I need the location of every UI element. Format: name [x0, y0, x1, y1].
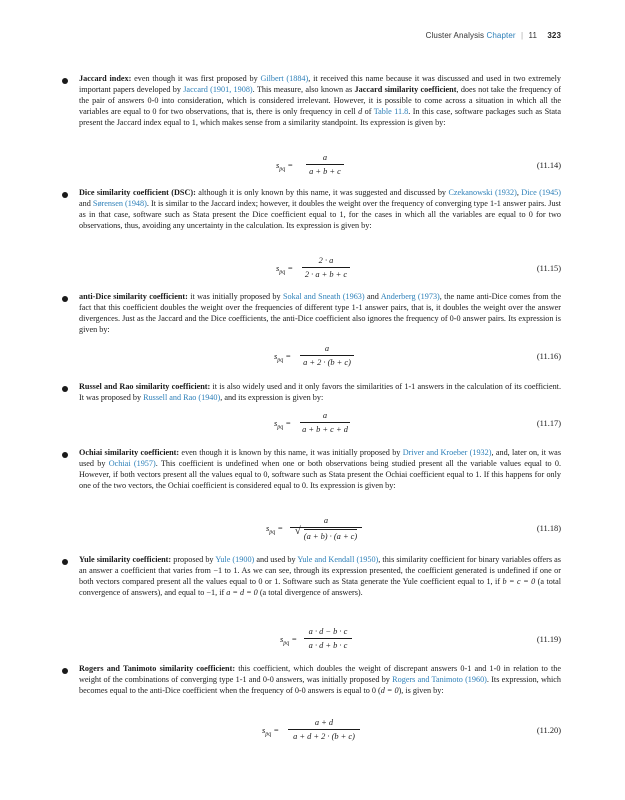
text: , this similarity coefficient for binary variables offers as an answer a coefficient that varies from −1 to 1. As we can see, through its expression presented, the coefficient generated is undefined if one or both vectors compared present all the values equal to 0 or 1. Software such as Stata generate the Yule coefficient equal to 1, if: [79, 555, 561, 587]
equation-lhs: [280, 634, 297, 650]
denominator: a + b + c + d: [302, 425, 348, 434]
list-item-ochiai: [79, 447, 561, 491]
citation-link[interactable]: Yule and Kendall (1950): [297, 555, 379, 564]
denominator: a · d + b · c: [308, 641, 348, 650]
citation-link[interactable]: Gilbert (1884): [260, 74, 309, 83]
bullet-icon: [62, 386, 68, 392]
lhs-subscript: pq: [277, 357, 284, 364]
text: of: [362, 107, 374, 117]
equation-number: (11.14): [536, 161, 561, 170]
lhs-symbol: s: [274, 419, 278, 428]
citation-link[interactable]: Dice (1945): [521, 188, 561, 197]
numerator: 2 · a: [318, 256, 334, 265]
text: it is also widely used and it only favors the similarities of 1-1 answers in the calculation of its coefficient. It was proposed by: [79, 382, 561, 403]
equation-number: (11.17): [536, 419, 561, 428]
list-item-anti-dice: [79, 291, 561, 335]
numerator: a: [322, 153, 328, 162]
list-item-dice: [79, 187, 561, 231]
text: , it received this name because it was discussed and used in two extremely important papers developed by: [79, 74, 562, 95]
equation-lhs: [274, 418, 291, 434]
fraction-bar: [302, 267, 350, 268]
text: and: [79, 199, 93, 209]
lhs-subscript: pq: [279, 166, 286, 173]
text: even though it is known by this name, it was initially proposed by: [179, 448, 403, 457]
citation-link[interactable]: Yule (1900): [215, 555, 255, 564]
bullet-icon: [62, 78, 68, 84]
list-item-jaccard: [79, 73, 561, 128]
term: anti-Dice similarity coefficient:: [79, 292, 188, 301]
text: and: [364, 292, 381, 301]
equation-11-16: [0, 343, 625, 373]
text: even though it was first proposed by: [131, 74, 261, 83]
text: ), is given by:: [398, 686, 444, 696]
text: (a total divergence of answers).: [257, 588, 363, 598]
citation-link[interactable]: Russell and Rao (1940): [143, 393, 221, 403]
condition: b = c = 0: [502, 577, 536, 587]
lhs-subscript: pq: [279, 269, 286, 276]
variable: d: [358, 107, 363, 117]
radicand: (a + b) · (a + c): [304, 529, 357, 542]
denominator: 2 · a + b + c: [304, 270, 348, 279]
equation-11-15: [0, 255, 625, 285]
text: ,: [516, 188, 522, 197]
text: it was initially proposed by: [187, 292, 283, 301]
text: this coefficient, which doubles the weight of discrepant answers 0-1 and 1-0 in relation to the weight of the combinations of converging type 1-1 and 0-0 answers, was initially proposed by: [79, 664, 562, 685]
citation-link[interactable]: Anderberg (1973): [380, 292, 440, 301]
page-number: 323: [547, 31, 561, 40]
lhs-symbol: s: [280, 635, 284, 644]
condition: a = d = 0: [226, 588, 258, 598]
equation-fraction: [300, 410, 350, 435]
equals-sign: =: [287, 264, 294, 273]
equals-sign: =: [273, 726, 280, 735]
lhs-subscript: pq: [283, 640, 290, 647]
equation-lhs: [276, 263, 293, 279]
citation-link[interactable]: Jaccard (1901, 1908): [183, 85, 253, 95]
lhs-symbol: s: [276, 264, 280, 273]
numerator: a: [324, 344, 330, 353]
equation-11-20: [0, 717, 625, 747]
fraction-bar: [306, 164, 344, 165]
fraction-bar: [288, 729, 360, 730]
equation-11-17: [0, 410, 625, 440]
equals-sign: =: [287, 161, 294, 170]
equation-fraction: [306, 152, 344, 177]
denominator: a + 2 · (b + c): [303, 358, 351, 367]
equation-fraction: [288, 717, 360, 742]
equation-number: (11.18): [536, 524, 561, 533]
equation-fraction: [290, 515, 362, 542]
header-separator: |: [520, 31, 524, 40]
text: , the name anti-Dice comes from the fact that this coefficient doubles the weight over the frequencies of different type 1-1 answer pairs, that is, it doubles the weight over the answer divergences. Just as the Jaccard and the Dice coefficients, the anti-Dice coefficient also ignores the frequency of 0-0 answer pairs. Its expression is given by:: [79, 292, 561, 335]
denominator: [290, 525, 362, 542]
term: Dice similarity coefficient (DSC):: [79, 188, 196, 197]
lhs-symbol: s: [276, 161, 280, 170]
equation-number: (11.15): [536, 264, 561, 273]
lhs-subscript: pq: [265, 731, 272, 738]
text: , and its expression is given by:: [220, 393, 324, 403]
list-item-yule: [79, 554, 561, 598]
radical-sign: √: [294, 525, 301, 537]
equation-lhs: [274, 351, 291, 367]
equation-number: (11.16): [536, 352, 561, 361]
list-item-rogers-tanimoto: [79, 663, 561, 696]
text: . This coefficient is undefined when one or both observations being studied present all the variable values equal to 0. However, if both vectors present all the values equal to 0, software such as Stata present the Ochiai coefficient equal to 1. If this happens for only one of the two vectors, the Ochiai coefficient is considered equal to 0. Its expression is given by:: [79, 459, 562, 491]
text: , and, later on, it was used by: [79, 448, 562, 469]
text: (a total convergence of answers), and equal to −1, if: [79, 577, 562, 598]
numerator: a + d: [314, 718, 334, 727]
denominator: a + b + c: [309, 167, 341, 176]
lhs-subscript: pq: [277, 424, 284, 431]
text: . This measure, also known as: [252, 85, 355, 95]
lhs-symbol: s: [262, 726, 266, 735]
numerator: a: [322, 411, 328, 420]
term: Yule similarity coefficient:: [79, 555, 172, 564]
running-header: [426, 30, 561, 41]
text: . In this case, software packages such as Stata present the Jaccard index equal to 1, which makes sense from a similarity standpoint. Its expression is given by:: [79, 107, 561, 128]
term: Ochiai similarity coefficient:: [79, 448, 180, 457]
section-title: Cluster Analysis: [425, 31, 485, 40]
lhs-symbol: s: [266, 524, 270, 533]
equation-fraction: [304, 626, 352, 651]
square-root: [294, 525, 358, 542]
condition: d = 0: [380, 686, 399, 696]
term: Russel and Rao similarity coefficient:: [79, 382, 211, 391]
citation-link[interactable]: Rogers and Tanimoto (1960): [392, 675, 487, 685]
citation-link[interactable]: Ochiai (1957): [108, 459, 156, 469]
text: although it is only known by this name, it was suggested and discussed by: [195, 188, 449, 197]
citation-link[interactable]: Czekanowski (1932): [448, 188, 517, 197]
equals-sign: =: [285, 352, 292, 361]
chapter-number: 11: [528, 31, 538, 40]
equals-sign: =: [277, 524, 284, 533]
equation-11-14: [0, 152, 625, 182]
lhs-symbol: s: [274, 352, 278, 361]
fraction-bar: [300, 355, 354, 356]
denominator: a + d + 2 · (b + c): [293, 732, 355, 741]
text: and used by: [254, 555, 298, 564]
equation-lhs: [266, 523, 283, 539]
equation-11-19: [0, 626, 625, 656]
equation-lhs: [276, 160, 293, 176]
numerator: a · d − b · c: [308, 627, 348, 636]
term: Jaccard similarity coefficient: [354, 85, 457, 95]
lhs-subscript: pq: [269, 529, 276, 536]
equation-lhs: [262, 725, 279, 741]
citation-link[interactable]: Driver and Kroeber (1932): [402, 448, 492, 457]
bullet-icon: [62, 668, 68, 674]
citation-link[interactable]: Sokal and Sneath (1963): [282, 292, 365, 301]
term: Rogers and Tanimoto similarity coefficient:: [79, 664, 236, 673]
bullet-icon: [62, 296, 68, 302]
list-item-russel-rao: [79, 381, 561, 403]
citation-link[interactable]: Sørensen (1948): [92, 199, 147, 209]
text: , does not take the frequency of the pair of answers 0-0 into consideration, which is considered irrelevant. However, it is possible to come across a situation in which all the variables are equal to 0 for two observations, that is, there is only frequency in cell: [79, 85, 561, 117]
fraction-bar: [300, 422, 350, 423]
text: . Its expression, which becomes equal to the anti-Dice coefficient when the frequency of 0-0 answers is equal to 0 (: [79, 675, 561, 696]
table-link[interactable]: Table 11.8: [373, 107, 409, 117]
equation-number: (11.19): [536, 635, 561, 644]
numerator: a: [323, 516, 329, 525]
text: . It is similar to the Jaccard index; however, it doubles the weight over the frequency of converging type 1-1 answer pairs. Just as in that case, software such as Stata present the Dice coefficient equal to 1, for the cases in which all the variables are equal to 0 for two observations, thus, avoiding any uncertainty in the calculation. Its expression is given by:: [79, 199, 561, 231]
bullet-icon: [62, 559, 68, 565]
equals-sign: =: [285, 419, 292, 428]
chapter-label: Chapter: [486, 31, 516, 40]
equals-sign: =: [291, 635, 298, 644]
bullet-icon: [62, 452, 68, 458]
equation-fraction: [300, 343, 354, 368]
bullet-icon: [62, 192, 68, 198]
equation-number: (11.20): [536, 726, 561, 735]
equation-fraction: [302, 255, 350, 280]
fraction-bar: [304, 638, 352, 639]
term: Jaccard index:: [79, 74, 132, 83]
text: proposed by: [171, 555, 216, 564]
equation-11-18: [0, 515, 625, 545]
